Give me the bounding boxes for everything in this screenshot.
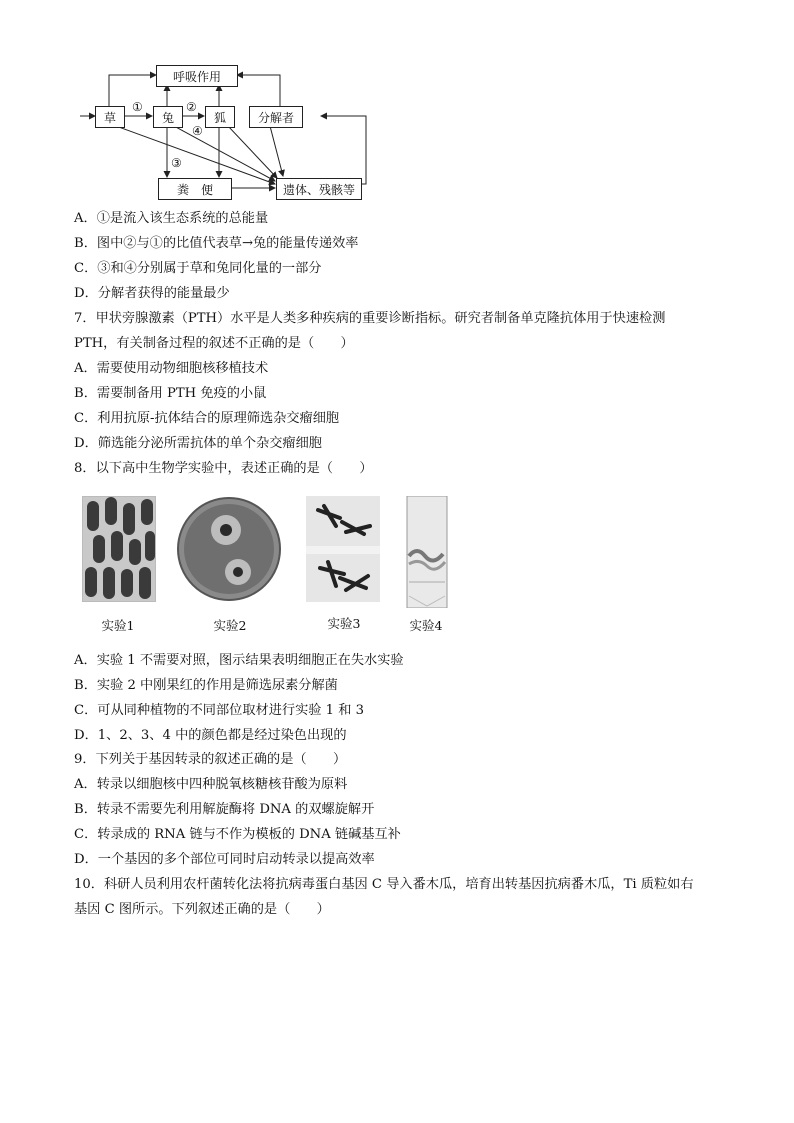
grass-box — [95, 106, 125, 128]
fox-box — [205, 106, 235, 128]
experiment1-caption: 实验1 — [101, 618, 135, 633]
rabbit-label: 兔 — [161, 110, 174, 125]
experiment1-image — [82, 496, 156, 602]
grass-label: 草 — [103, 110, 116, 125]
q6-option-d: D．分解者获得的能量最少 — [74, 286, 230, 301]
experiment2-caption: 实验2 — [213, 618, 247, 633]
respiration-box — [156, 65, 238, 87]
q8-option-b: B．实验 2 中刚果红的作用是筛选尿素分解菌 — [74, 678, 338, 693]
q9-option-c: C．转录成的 RNA 链与不作为模板的 DNA 链碱基互补 — [74, 827, 401, 842]
feces-box — [158, 178, 232, 200]
respiration-label: 呼吸作用 — [172, 69, 221, 84]
q6-option-c: C．③和④分别属于草和兔同化量的一部分 — [74, 261, 322, 276]
feces-label: 粪 便 — [176, 182, 213, 197]
q7-option-b: B．需要制备用 PTH 免疫的小鼠 — [74, 386, 267, 401]
marker-1: ① — [132, 100, 143, 114]
marker-3: ③ — [171, 156, 182, 170]
experiment4-caption: 实验4 — [409, 618, 443, 633]
remains-box — [276, 178, 362, 200]
q8-option-d: D．1、2、3、4 中的颜色都是经过染色出现的 — [74, 728, 347, 743]
q7-stem-line2: PTH，有关制备过程的叙述不正确的是（ ） — [74, 336, 354, 351]
q8-stem: 8．以下高中生物学实验中，表述正确的是（ ） — [74, 461, 373, 476]
decomposer-label: 分解者 — [257, 110, 294, 125]
q10-stem-line2: 基因 C 图所示。下列叙述正确的是（ ） — [74, 902, 330, 917]
q7-stem-line1: 7．甲状旁腺激素（PTH）水平是人类多种疾病的重要诊断指标。研究者制备单克隆抗体用于快速检测 — [74, 311, 666, 326]
q7-option-a: A．需要使用动物细胞核移植技术 — [74, 361, 269, 376]
q10-stem-line1: 10．科研人员利用农杆菌转化法将抗病毒蛋白基因 C 导入番木瓜，培育出转基因抗病番木瓜，Ti 质粒如右 — [74, 877, 694, 892]
q8-option-a: A．实验 1 不需要对照，图示结果表明细胞正在失水实验 — [74, 653, 404, 668]
q7-option-d: D．筛选能分泌所需抗体的单个杂交瘤细胞 — [74, 436, 322, 451]
experiment2-image — [176, 496, 282, 602]
remains-label: 遗体、残骸等 — [282, 182, 355, 197]
experiment3-caption: 实验3 — [327, 616, 361, 631]
experiment-images — [80, 494, 460, 634]
q6-option-a: A．①是流入该生态系统的总能量 — [74, 211, 269, 226]
energy-flow-diagram — [78, 60, 378, 205]
fox-label: 狐 — [213, 110, 226, 125]
rabbit-box — [153, 106, 183, 128]
q9-option-d: D．一个基因的多个部位可同时启动转录以提高效率 — [74, 852, 375, 867]
experiment3-image — [306, 496, 380, 602]
q6-option-b: B．图中②与①的比值代表草→兔的能量传递效率 — [74, 236, 359, 251]
marker-4: ④ — [192, 124, 203, 138]
experiment4-image — [405, 496, 449, 608]
q9-option-b: B．转录不需要先利用解旋酶将 DNA 的双螺旋解开 — [74, 802, 375, 817]
q9-stem: 9．下列关于基因转录的叙述正确的是（ ） — [74, 752, 347, 767]
marker-2: ② — [186, 100, 197, 114]
q7-option-c: C．利用抗原-抗体结合的原理筛选杂交瘤细胞 — [74, 411, 340, 426]
q8-option-c: C．可从同种植物的不同部位取材进行实验 1 和 3 — [74, 703, 365, 718]
q9-option-a: A．转录以细胞核中四种脱氧核糖核苷酸为原料 — [74, 777, 348, 792]
decomposer-box — [249, 106, 303, 128]
